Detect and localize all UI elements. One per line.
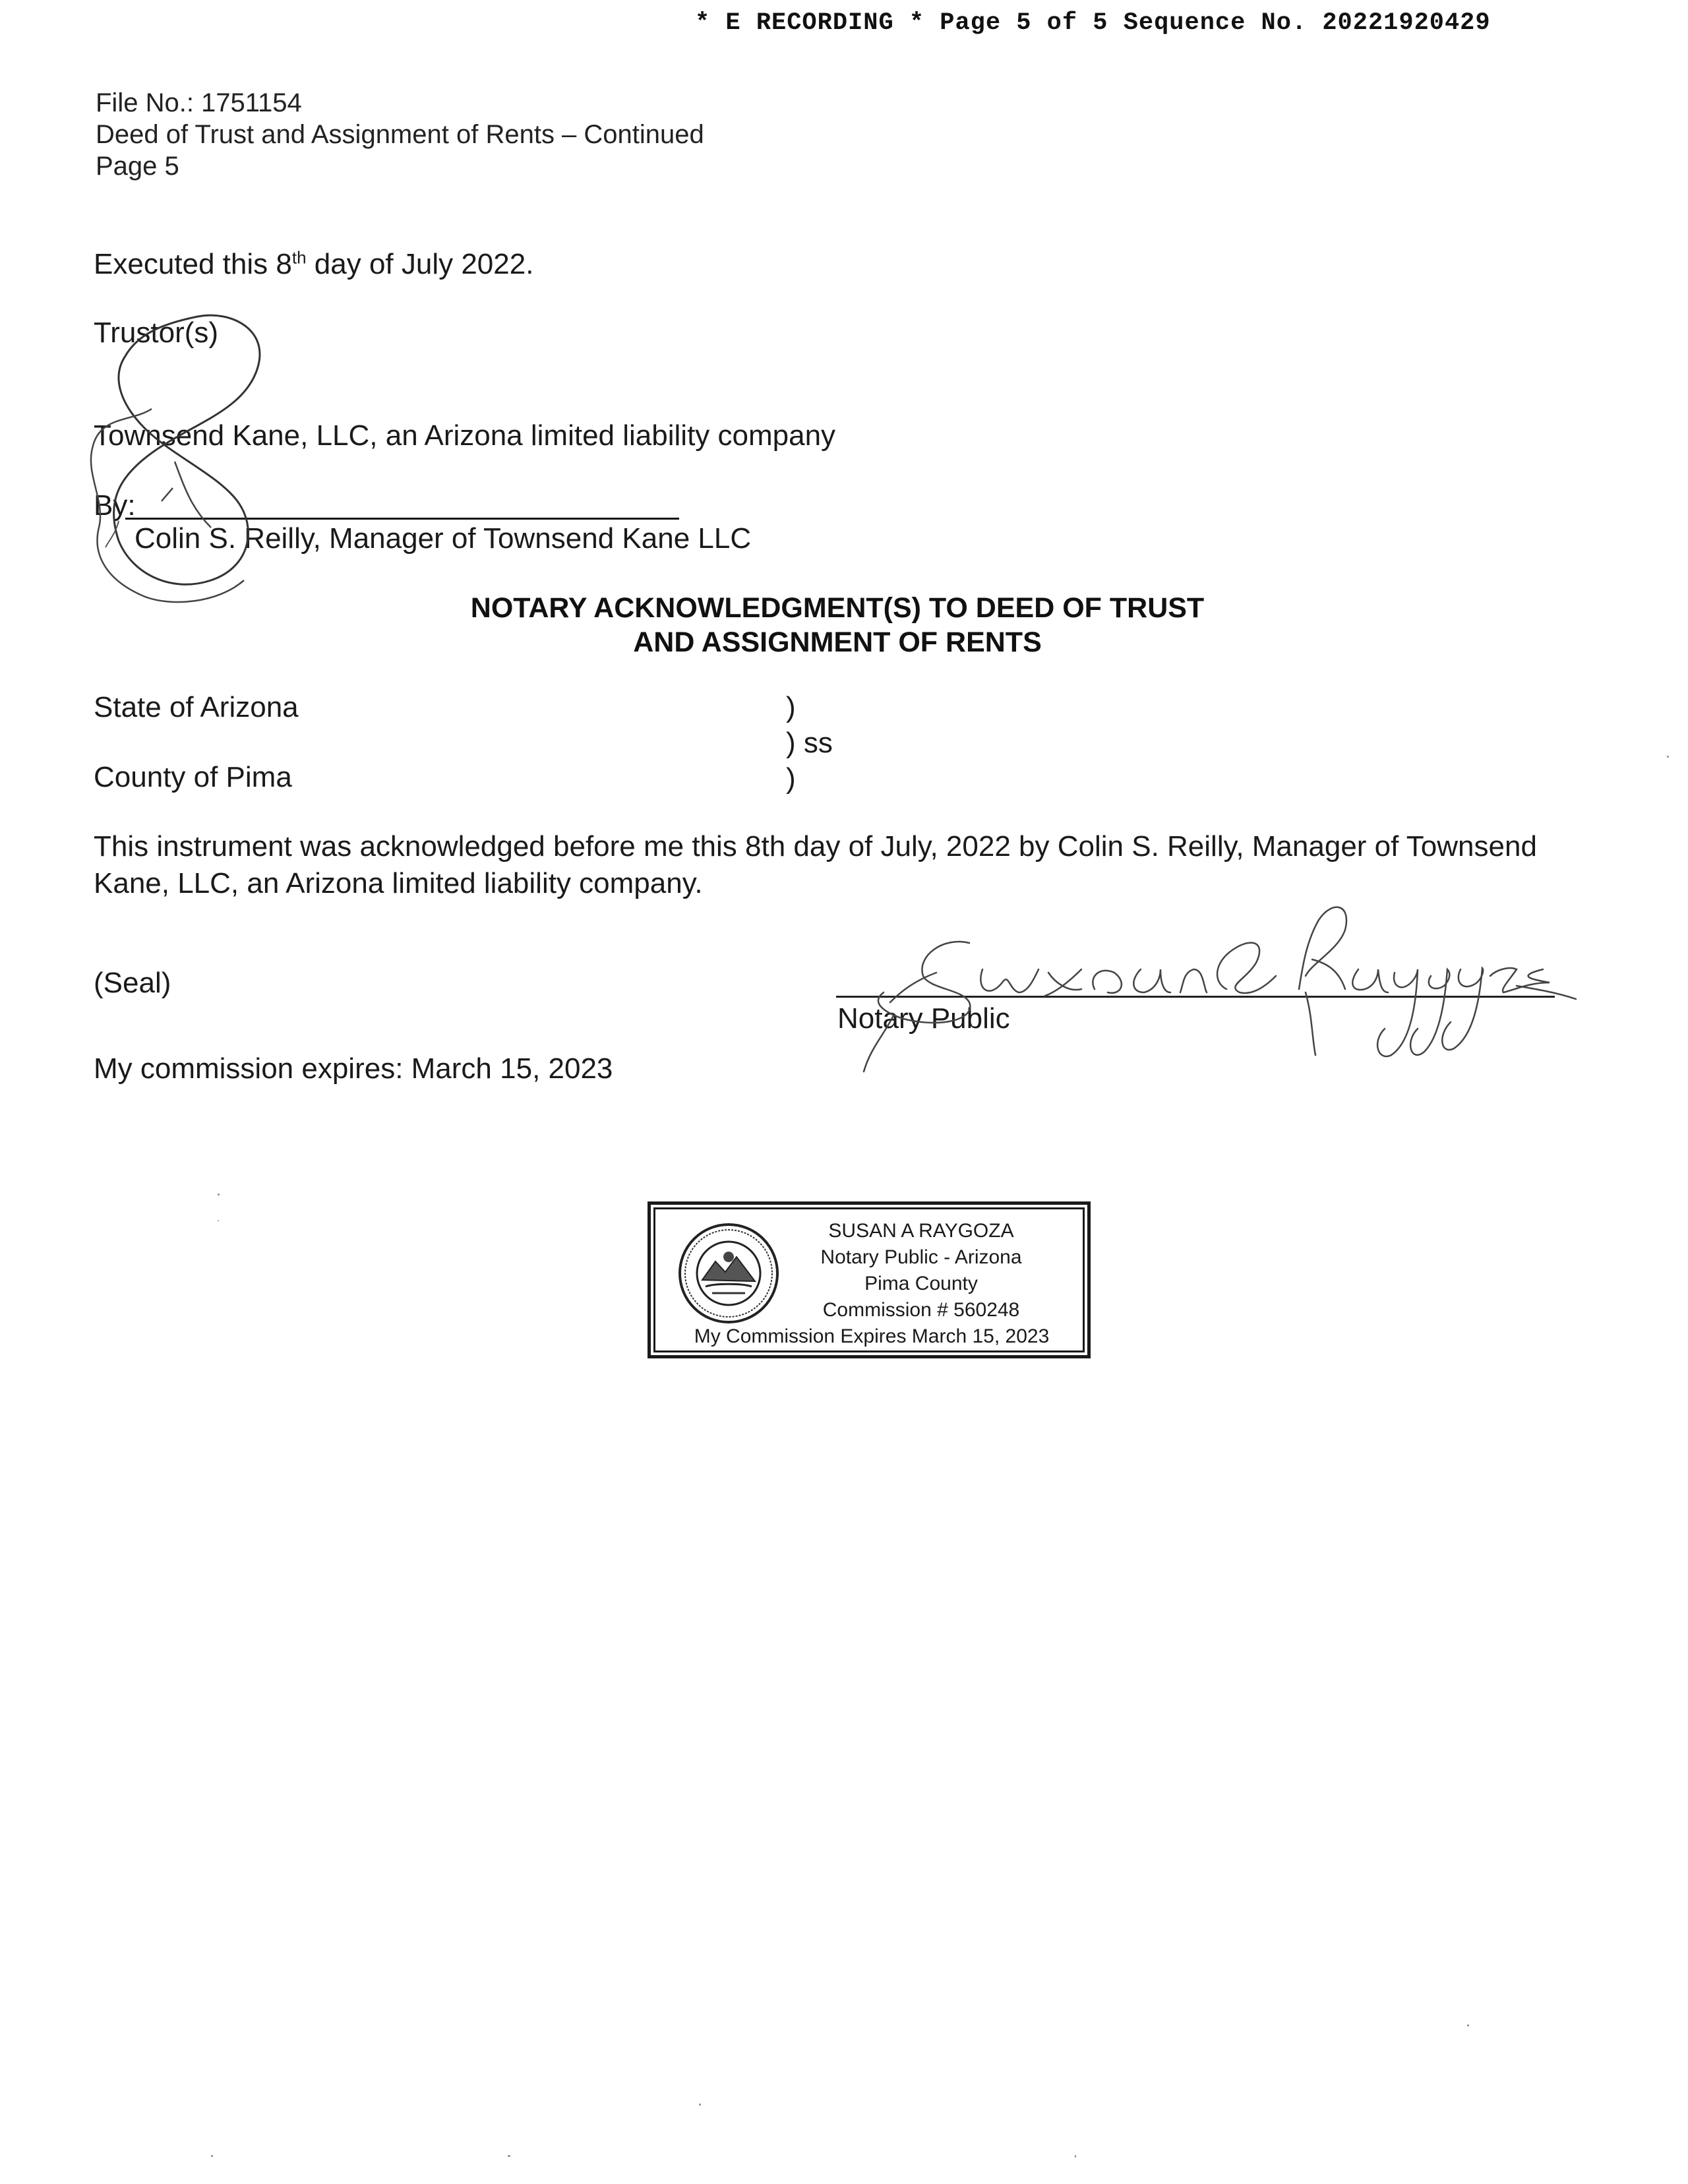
scan-speck — [1467, 2024, 1469, 2026]
notary-signature-line — [836, 996, 1555, 998]
scan-speck — [211, 2155, 213, 2157]
notary-public-label: Notary Public — [837, 1002, 1010, 1035]
scan-speck — [1667, 756, 1669, 758]
trustors-label: Trustor(s) — [94, 317, 219, 349]
by-label: By: — [94, 489, 136, 522]
stamp-notary-title: Notary Public - Arizona — [820, 1246, 1022, 1268]
document-title: Deed of Trust and Assignment of Rents – Continued — [96, 120, 704, 149]
venue-state: State of Arizona — [94, 691, 299, 723]
execution-date — [94, 247, 533, 282]
scan-speck — [218, 1194, 220, 1196]
trustor-signer: Colin S. Reilly, Manager of Townsend Kane LLC — [135, 522, 752, 555]
page-label: Page 5 — [96, 152, 179, 181]
scan-speck — [508, 2155, 510, 2157]
execution-prefix: Executed this 8 — [94, 248, 292, 280]
signature-line — [125, 518, 679, 520]
acknowledgment-text: This instrument was acknowledged before me this 8th day of July, 2022 by Colin S. Reilly, Manager of Townsend Kane, LLC, an Arizona limited liability company. — [94, 830, 1537, 899]
notary-stamp — [648, 1201, 1091, 1358]
notary-heading-line1: NOTARY ACKNOWLEDGMENT(S) TO DEED OF TRUST — [470, 592, 1205, 624]
file-info-block — [96, 87, 704, 182]
venue-bracket-bottom: ) — [786, 762, 796, 795]
notary-heading-line2: AND ASSIGNMENT OF RENTS — [633, 626, 1042, 658]
stamp-county: Pima County — [864, 1273, 978, 1294]
execution-ordinal: th — [291, 247, 307, 268]
execution-suffix: day of July 2022. — [306, 248, 534, 280]
notary-heading — [0, 591, 1675, 659]
stamp-expiration: My Commission Expires March 15, 2023 — [694, 1325, 1050, 1347]
recording-header: * E RECORDING * Page 5 of 5 Sequence No. 20221920429 — [695, 9, 1491, 37]
venue-bracket-ss: ) ss — [786, 727, 833, 759]
commission-expires: My commission expires: March 15, 2023 — [94, 1052, 613, 1085]
scan-speck — [1075, 2155, 1076, 2158]
stamp-notary-name: SUSAN A RAYGOZA — [828, 1220, 1014, 1242]
arizona-seal-icon — [676, 1221, 781, 1326]
venue-bracket-top: ) — [786, 691, 796, 723]
scan-speck — [699, 2104, 701, 2106]
file-number: File No.: 1751154 — [96, 88, 302, 117]
venue-county: County of Pima — [94, 761, 292, 793]
seal-label: (Seal) — [94, 967, 171, 999]
scan-speck — [218, 1220, 219, 1221]
stamp-commission-number: Commission # 560248 — [822, 1299, 1020, 1321]
trustor-company: Townsend Kane, LLC, an Arizona limited liability company — [94, 419, 836, 452]
